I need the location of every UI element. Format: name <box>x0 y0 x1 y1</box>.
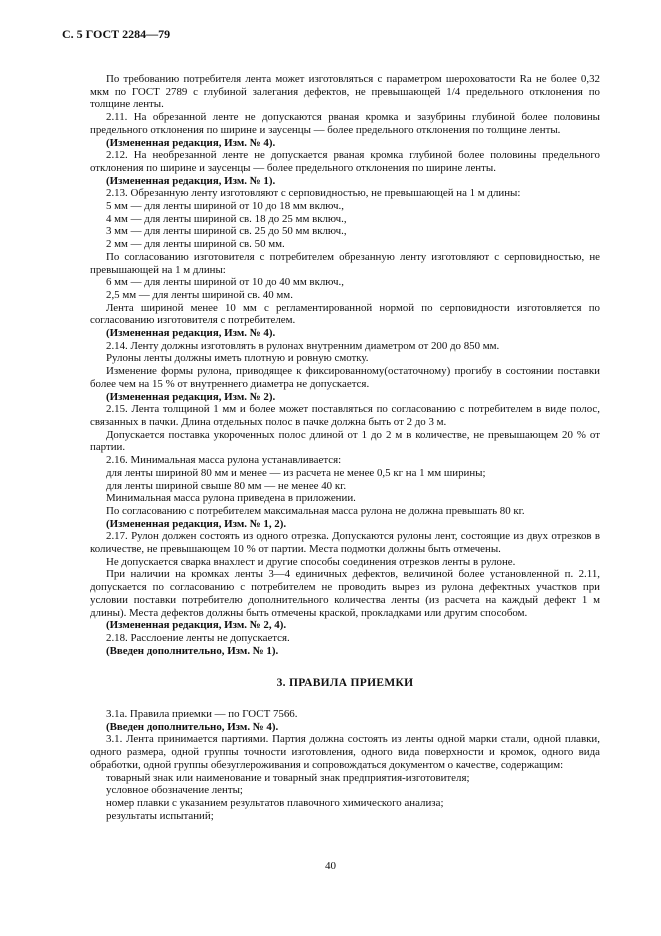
paragraph: Лента шириной менее 10 мм с регламентированной нормой по серповидности изготовляется по согласованию изготовителя с потребителем. <box>90 301 600 327</box>
paragraph: Допускается поставка укороченных полос длиной от 1 до 2 м в количестве, не превышающем 20 % от партии. <box>90 428 600 454</box>
list-item: для ленты шириной 80 мм и менее — из расчета не менее 0,5 кг на 1 мм ширины; <box>106 466 486 479</box>
paragraph: 2.18. Расслоение ленты не допускается. <box>106 631 290 644</box>
list-item: условное обозначение ленты; <box>106 784 243 797</box>
page-number: 40 <box>325 860 336 872</box>
paragraph: При наличии на кромках ленты 3—4 единичных дефектов, величиной более установленной п. 2.11, допускается по согласованию с потребителем не проводить вырез из рулона дефектных участков при условии поставки потребителю дополнительного количества ленты (из расчета на каждый дефект 1 м длины). Места дефектов должны быть отмечены краской, прокладками или другим способом. <box>90 568 600 619</box>
amendment-note: (Измененная редакция, Изм. № 4). <box>106 136 276 149</box>
paragraph: 2.15. Лента толщиной 1 мм и более может поставляться по согласованию с потребителем в виде полос, связанных в пачки. Длина отдельных полос в пачке должна быть от 2 до 3 м. <box>90 403 600 428</box>
list-item: Минимальная масса рулона приведена в приложении. <box>106 492 356 505</box>
paragraph: По требованию потребителя лента может изготовляться с параметром шероховатости Ra не более 0,32 мкм по ГОСТ 2789 с глубиной залегания дефектов, не превышающей 1/4 предельного отклонения по толщине ленты. <box>90 73 600 111</box>
amendment-note: (Измененная редакция, Изм. № 1, 2). <box>106 517 287 530</box>
section-heading: 3. ПРАВИЛА ПРИЕМКИ <box>276 677 414 690</box>
amendment-note: (Введен дополнительно, Изм. № 4). <box>106 720 279 733</box>
page-header: С. 5 ГОСТ 2284—79 <box>62 27 171 41</box>
list-item: По согласованию с потребителем максимальная масса рулона не должна превышать 80 кг. <box>106 504 525 517</box>
paragraph: По согласованию изготовителя с потребителем обрезанную ленту изготовляют с серповидностью, не превышающей на 1 м длины: <box>90 250 600 276</box>
list-item: результаты испытаний; <box>106 809 214 822</box>
list-item: 6 мм — для ленты шириной от 10 до 40 мм включ., <box>106 276 344 289</box>
paragraph: 2.11. На обрезанной ленте не допускаются рваная кромка и зазубрины глубиной более половины предельного отклонения по ширине и заусенцы — более предельного отклонения по толщине ленты. <box>90 111 600 136</box>
amendment-note: (Измененная редакция, Изм. № 2). <box>106 390 276 403</box>
paragraph: 2.14. Ленту должны изготовлять в рулонах внутренним диаметром от 200 до 850 мм. <box>106 339 500 352</box>
paragraph: 2.16. Минимальная масса рулона устанавливается: <box>106 454 342 467</box>
list-item: 2,5 мм — для ленты шириной св. 40 мм. <box>106 288 293 301</box>
document-body <box>90 73 600 822</box>
paragraph: 2.17. Рулон должен состоять из одного отрезка. Допускаются рулоны лент, состоящие из двух отрезков в количестве, не превышающем 10 % от партии. Места подмотки должны быть отмечены. <box>90 530 600 556</box>
paragraph: Изменение формы рулона, приводящее к фиксированному(остаточному) прогибу в состоянии поставки более чем на 15 % от внутреннего диаметра не допускается. <box>90 365 600 390</box>
list-item: товарный знак или наименование и товарный знак предприятия-изготовителя; <box>106 771 470 784</box>
paragraph: 2.13. Обрезанную ленту изготовляют с серповидностью, не превышающей на 1 м длины: <box>106 187 521 200</box>
paragraph: 3.1. Лента принимается партиями. Партия должна состоять из ленты одной марки стали, одной плавки, одного размера, одной группы точности изготовления, одного вида поверхности и кромок, одного вида обработки, одной группы обезуглероживания и сопровождаться документом о качестве, содержащим: <box>90 733 600 771</box>
amendment-note: (Измененная редакция, Изм. № 2, 4). <box>106 619 287 632</box>
amendment-note: (Измененная редакция, Изм. № 4). <box>106 327 276 340</box>
list-item: 5 мм — для ленты шириной от 10 до 18 мм включ., <box>106 200 344 213</box>
amendment-note: (Введен дополнительно, Изм. № 1). <box>106 644 279 657</box>
paragraph: Рулоны ленты должны иметь плотную и ровную смотку. <box>106 352 369 365</box>
amendment-note: (Измененная редакция, Изм. № 1). <box>106 174 276 187</box>
paragraph: Не допускается сварка внахлест и другие способы соединения отрезков ленты в рулоне. <box>106 555 516 568</box>
paragraph: 2.12. На необрезанной ленте не допускается рваная кромка глубиной более половины предельного отклонения по ширине и заусенцы — более предельного отклонения по ширине ленты. <box>90 149 600 174</box>
list-item: 4 мм — для ленты шириной св. 18 до 25 мм включ., <box>106 212 347 225</box>
list-item: номер плавки с указанием результатов плавочного химического анализа; <box>106 796 444 809</box>
paragraph: 3.1а. Правила приемки — по ГОСТ 7566. <box>106 708 298 721</box>
list-item: 3 мм — для ленты шириной св. 25 до 50 мм включ., <box>106 225 347 238</box>
list-item: для ленты шириной свыше 80 мм — не менее 40 кг. <box>106 479 347 492</box>
list-item: 2 мм — для ленты шириной св. 50 мм. <box>106 238 285 251</box>
